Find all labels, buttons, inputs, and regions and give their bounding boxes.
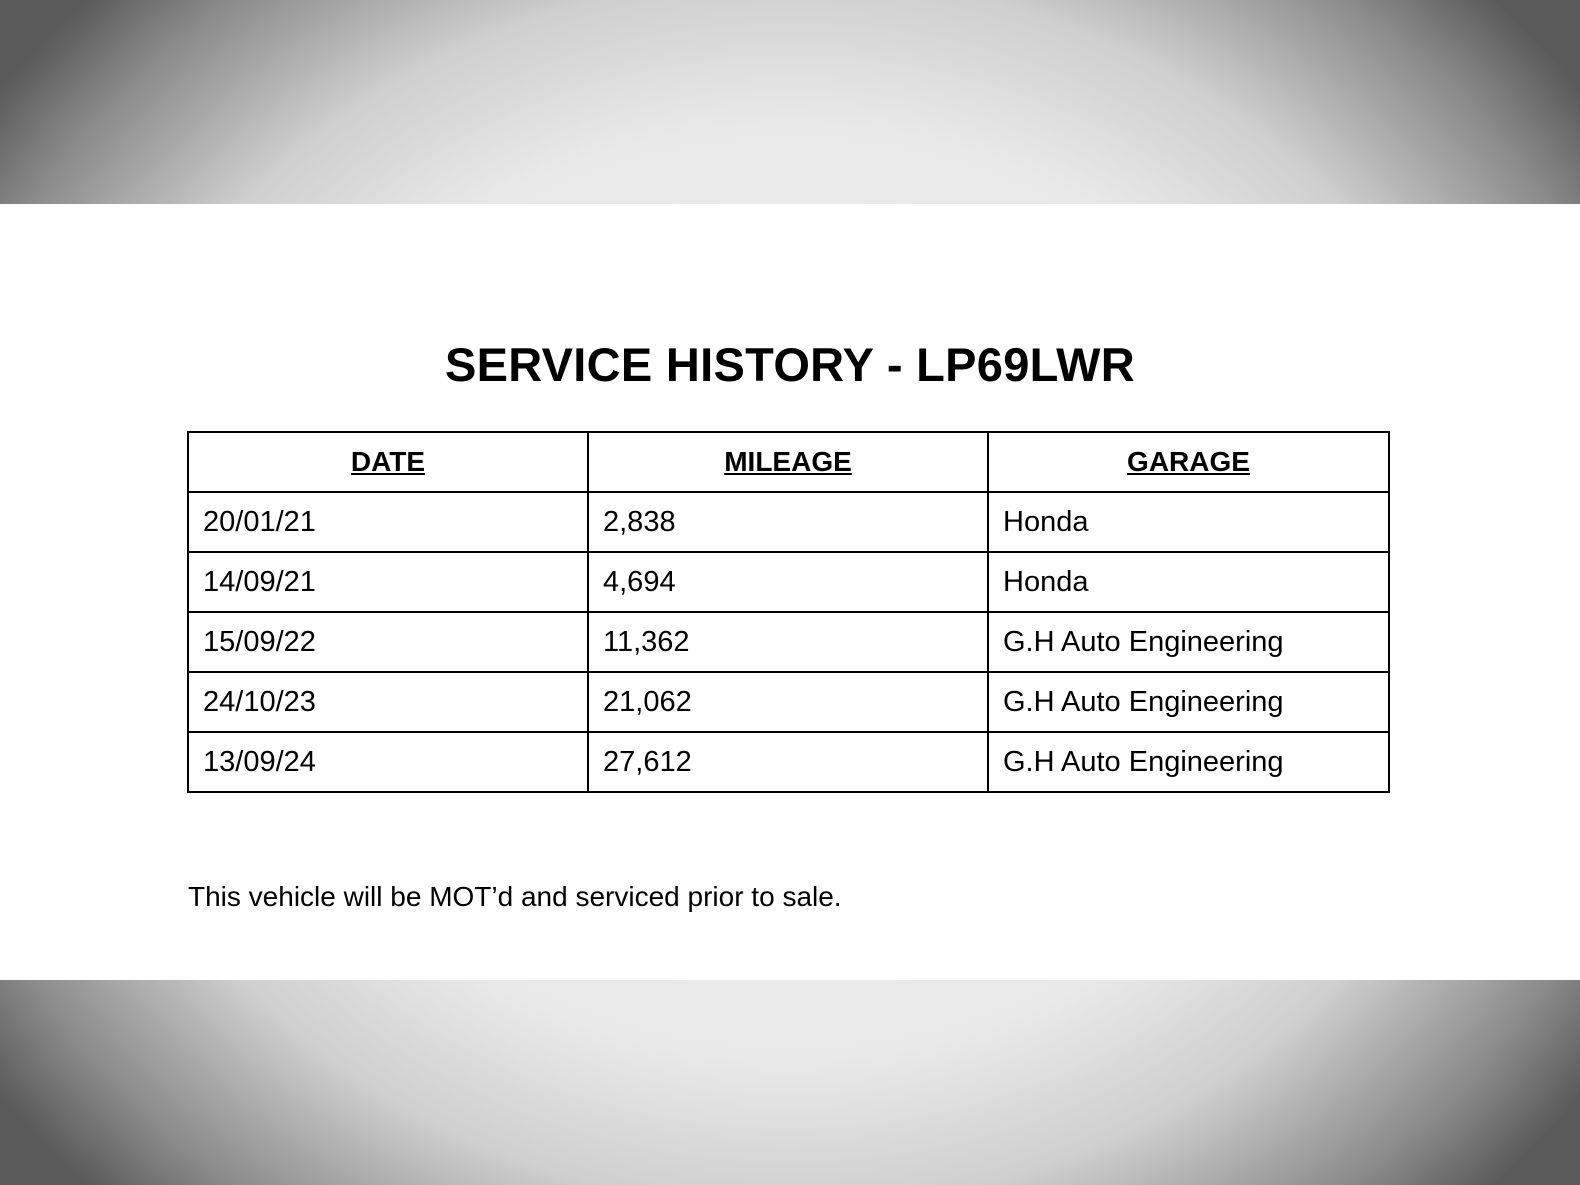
cell-mileage: 21,062: [588, 672, 988, 732]
header-mileage: MILEAGE: [588, 432, 988, 492]
cell-date: 24/10/23: [188, 672, 588, 732]
service-history-table: [187, 431, 1390, 793]
table-row: [188, 672, 1389, 732]
header-date: DATE: [188, 432, 588, 492]
cell-date: 14/09/21: [188, 552, 588, 612]
table-row: [188, 492, 1389, 552]
cell-garage: G.H Auto Engineering: [988, 732, 1389, 792]
cell-garage: Honda: [988, 552, 1389, 612]
cell-garage: Honda: [988, 492, 1389, 552]
header-garage: GARAGE: [988, 432, 1389, 492]
table-row: [188, 732, 1389, 792]
cell-date: 13/09/24: [188, 732, 588, 792]
cell-date: 15/09/22: [188, 612, 588, 672]
cell-mileage: 11,362: [588, 612, 988, 672]
cell-mileage: 27,612: [588, 732, 988, 792]
cell-garage: G.H Auto Engineering: [988, 672, 1389, 732]
table-row: [188, 552, 1389, 612]
cell-mileage: 2,838: [588, 492, 988, 552]
cell-mileage: 4,694: [588, 552, 988, 612]
sale-note: This vehicle will be MOT’d and serviced prior to sale.: [188, 881, 842, 912]
cell-garage: G.H Auto Engineering: [988, 612, 1389, 672]
cell-date: 20/01/21: [188, 492, 588, 552]
table-row: [188, 612, 1389, 672]
table-header-row: [188, 432, 1389, 492]
document-title: SERVICE HISTORY - LP69LWR: [444, 338, 1136, 392]
